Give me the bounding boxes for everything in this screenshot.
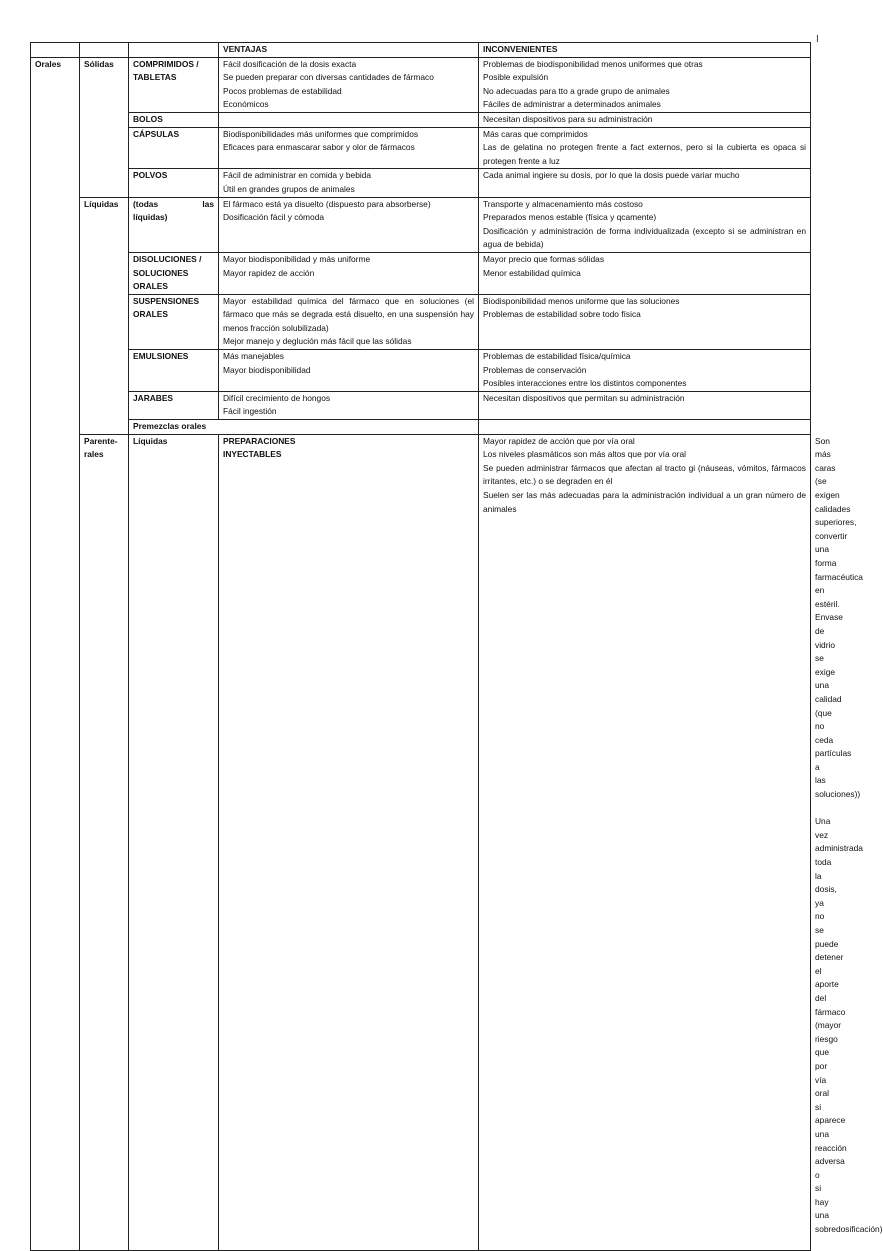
ventajas-cell: El fármaco está ya disuelto (dispuesto para absorberse) Dosificación fácil y cómoda bbox=[219, 197, 479, 252]
ventajas-cell: Biodisponibilidades más uniformes que comprimidos Eficaces para enmascarar sabor y olor de fármacos bbox=[219, 127, 479, 169]
form-comprimidos: COMPRIMIDOS / TABLETAS bbox=[129, 57, 219, 112]
header-row bbox=[31, 43, 811, 58]
ventajas-cell: Fácil dosificación de la dosis exacta Se pueden preparar con diversas cantidades de fármaco Pocos problemas de estabilidad Económicos bbox=[219, 57, 479, 112]
form-capsulas: CÁPSULAS bbox=[129, 127, 219, 169]
subgroup-solidas: Sólidas bbox=[80, 57, 129, 197]
ventajas-cell: Más manejables Mayor biodisponibilidad bbox=[219, 350, 479, 392]
ventajas-cell: Fácil de administrar en comida y bebida Útil en grandes grupos de animales bbox=[219, 169, 479, 197]
table-row bbox=[31, 294, 811, 349]
table-row bbox=[31, 252, 811, 294]
table-row: Parente- rales Líquidas PREPARACIONES INYECTABLES Mayor rapidez de acción que por vía oral Los niveles plasmáticos son más altos que por vía oral Se pueden administrar fármacos que afectan al tracto gi (náuseas, vómitos, fármacos irritantes, etc.) o se degraden en él Suelen ser las más adecuadas para la administración individual a un gran número de animales Son más caras (se exigen calidades superiores, convertir una forma farmacéutica en estéril. Envase de vidrio se exige una calidad (que no ceda partículas a las soluciones)) Una vez administrada toda la dosis, ya no se puede detener el aporte del fármaco (mayor riesgo que por vía oral si aparece una reacción adversa o si hay una sobredosificación) bbox=[31, 434, 811, 1251]
inconvenientes-cell: Más caras que comprimidos Las de gelatina no protegen frente a fact externos, pero si la cubierta es opaca si protegen frente a luz bbox=[479, 127, 811, 169]
table-row bbox=[31, 197, 811, 252]
subgroup-liquidas: Líquidas bbox=[80, 197, 129, 434]
form-suspensiones: SUSPENSIONES ORALES bbox=[129, 294, 219, 349]
pharma-forms-table bbox=[30, 42, 883, 1251]
table-row bbox=[31, 127, 811, 169]
group-parenterales: Parente- rales bbox=[80, 434, 129, 1251]
form-jarabes: JARABES bbox=[129, 391, 219, 419]
form-disoluciones: DISOLUCIONES / SOLUCIONES ORALES bbox=[129, 252, 219, 294]
header-inconvenientes: INCONVENIENTES bbox=[479, 43, 811, 58]
ventajas-cell bbox=[479, 420, 811, 435]
form-emulsiones: EMULSIONES bbox=[129, 350, 219, 392]
form-todas-liquidas: (todas las líquidas) bbox=[129, 197, 219, 252]
table-row bbox=[31, 57, 811, 112]
inconvenientes-cell: Biodisponibilidad menos uniforme que las soluciones Problemas de estabilidad sobre todo física bbox=[479, 294, 811, 349]
inconvenientes-cell: Mayor precio que formas sólidas Menor estabilidad química bbox=[479, 252, 811, 294]
inconvenientes-cell: Necesitan dispositivos para su administración bbox=[479, 112, 811, 127]
ventajas-cell: Difícil crecimiento de hongos Fácil ingestión bbox=[219, 391, 479, 419]
inconvenientes-cell: Necesitan dispositivos que permitan su administración bbox=[479, 391, 811, 419]
ventajas-cell: Mayor estabilidad química del fármaco que en soluciones (el fármaco que más se degrada está disuelto, en una suspensión hay menos fracción solubilizada) Mejor manejo y deglución más fácil que las sólidas bbox=[219, 294, 479, 349]
subgroup-parenterales-liquidas: Líquidas bbox=[129, 434, 219, 1251]
inconvenientes-cell: Problemas de biodisponibilidad menos uniformes que otras Posible expulsión No adecuadas para tto a grade grupo de animales Fáciles de administrar a determinados animales bbox=[479, 57, 811, 112]
ventajas-cell bbox=[219, 112, 479, 127]
group-orales: Orales bbox=[31, 57, 80, 1251]
inconvenientes-cell: Transporte y almacenamiento más costoso Preparados menos estable (física y qcamente) Dosificación y administración de forma individualizada (excepto si se administran en agua de bebida) bbox=[479, 197, 811, 252]
inconvenientes-cell: Cada animal ingiere su dosis, por lo que la dosis puede variar mucho bbox=[479, 169, 811, 197]
table-row bbox=[31, 112, 811, 127]
form-bolos: BOLOS bbox=[129, 112, 219, 127]
form-polvos: POLVOS bbox=[129, 169, 219, 197]
page-mark: I bbox=[816, 34, 819, 45]
table-row bbox=[31, 350, 811, 392]
table-row bbox=[31, 420, 811, 435]
inconvenientes-cell: Problemas de estabilidad física/química Problemas de conservación Posibles interacciones entre los distintos componentes bbox=[479, 350, 811, 392]
header-ventajas: VENTAJAS bbox=[219, 43, 479, 58]
table-row bbox=[31, 391, 811, 419]
form-inyectables: PREPARACIONES INYECTABLES bbox=[219, 434, 479, 1251]
ventajas-cell: Mayor rapidez de acción que por vía oral Los niveles plasmáticos son más altos que por vía oral Se pueden administrar fármacos que afectan al tracto gi (náuseas, vómitos, fármacos irritantes, etc.) o se degraden en él Suelen ser las más adecuadas para la administración individual a un gran número de animales bbox=[479, 434, 811, 1251]
ventajas-cell: Mayor biodisponibilidad y más uniforme Mayor rapidez de acción bbox=[219, 252, 479, 294]
table-row bbox=[31, 169, 811, 197]
form-premezclas: Premezclas orales bbox=[129, 420, 479, 435]
